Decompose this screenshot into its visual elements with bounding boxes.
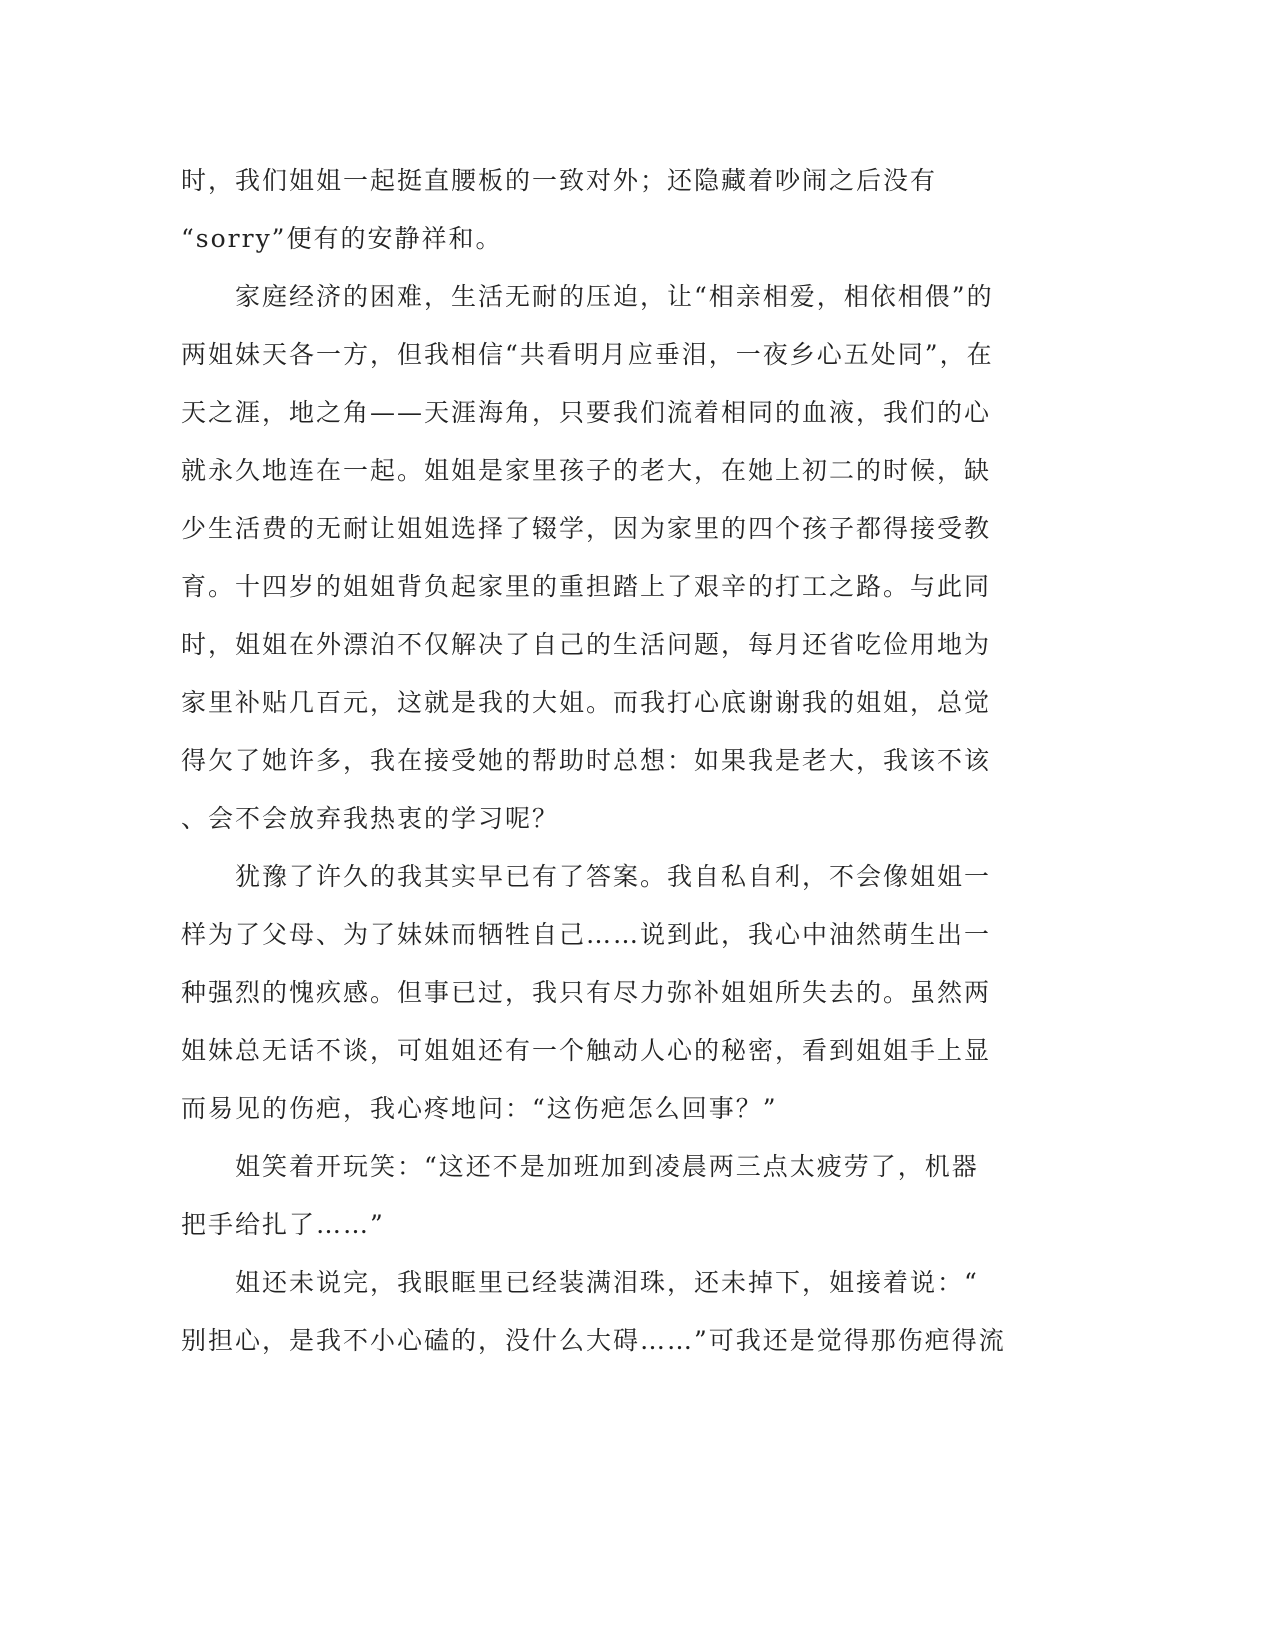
text-line: 样为了父母、为了妹妹而牺牲自己……说到此，我心中油然萌生出一 xyxy=(181,920,992,949)
text-line: 时，姐姐在外漂泊不仅解决了自己的生活问题，每月还省吃俭用地为 xyxy=(181,630,992,659)
text-line: 姐妹总无话不谈，可姐姐还有一个触动人心的秘密，看到姐姐手上显 xyxy=(181,1036,992,1065)
text-line: 姐还未说完，我眼眶里已经装满泪珠，还未掉下，姐接着说：“ xyxy=(181,1268,979,1297)
text-line: “sorry”便有的安静祥和。 xyxy=(181,224,503,253)
text-line: 时，我们姐姐一起挺直腰板的一致对外；还隐藏着吵闹之后没有 xyxy=(181,166,938,195)
text-line: 少生活费的无耐让姐姐选择了辍学，因为家里的四个孩子都得接受教 xyxy=(181,514,992,543)
text-line: 、会不会放弃我热衷的学习呢？ xyxy=(181,804,560,833)
text-line: 两姐妹天各一方，但我相信“共看明月应垂泪，一夜乡心五处同”，在 xyxy=(181,340,994,369)
text-line: 得欠了她许多，我在接受她的帮助时总想：如果我是老大，我该不该 xyxy=(181,746,992,775)
text-line: 种强烈的愧疚感。但事已过，我只有尽力弥补姐姐所失去的。虽然两 xyxy=(181,978,992,1007)
text-line: 家庭经济的困难，生活无耐的压迫，让“相亲相爱，相依相偎”的 xyxy=(181,282,994,311)
text-line: 而易见的伤疤，我心疼地问：“这伤疤怎么回事？” xyxy=(181,1094,778,1123)
text-line: 家里补贴几百元，这就是我的大姐。而我打心底谢谢我的姐姐，总觉 xyxy=(181,688,992,717)
text-line: 别担心，是我不小心磕的，没什么大碍……”可我还是觉得那伤疤得流 xyxy=(181,1326,1006,1355)
text-line: 育。十四岁的姐姐背负起家里的重担踏上了艰辛的打工之路。与此同 xyxy=(181,572,992,601)
text-line: 犹豫了许久的我其实早已有了答案。我自私自利，不会像姐姐一 xyxy=(181,862,992,891)
text-line: 天之涯，地之角——天涯海角，只要我们流着相同的血液，我们的心 xyxy=(181,398,992,427)
text-line: 把手给扎了……” xyxy=(181,1210,385,1239)
text-line: 姐笑着开玩笑：“这还不是加班加到凌晨两三点太疲劳了，机器 xyxy=(181,1152,979,1181)
text-line: 就永久地连在一起。姐姐是家里孩子的老大，在她上初二的时候，缺 xyxy=(181,456,992,485)
